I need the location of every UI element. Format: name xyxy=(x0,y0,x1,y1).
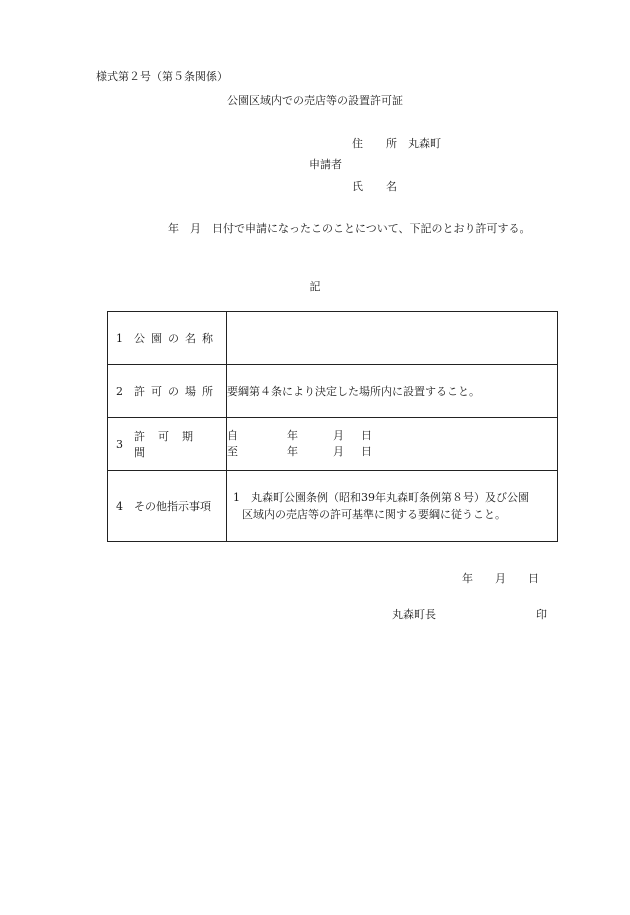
mayor-title: 丸森町長 xyxy=(392,608,436,621)
table-row-location xyxy=(108,365,558,418)
other-line-2: 区域内の売店等の許可基準に関する要綱に従うこと。 xyxy=(242,508,506,521)
park-name-value xyxy=(227,312,558,365)
from-label: 自 xyxy=(227,429,238,442)
to-label: 至 xyxy=(227,445,238,458)
row-label-text: 公園の名称 xyxy=(134,332,219,345)
other-line-1: 1 丸森町公園条例（昭和39年丸森町条例第８号）及び公園 xyxy=(233,491,529,504)
seal-mark: 印 xyxy=(536,608,547,621)
row-number: 4 xyxy=(116,499,123,513)
address-value: 丸森町 xyxy=(408,137,441,150)
name-label: 氏 名 xyxy=(352,180,403,193)
location-value: 要綱第４条により決定した場所内に設置すること。 xyxy=(227,365,558,418)
permit-table xyxy=(107,311,558,542)
address-label: 住 所 xyxy=(352,137,403,150)
other-instructions-value xyxy=(227,471,558,542)
issue-date: 年 月 日 xyxy=(462,572,539,585)
period-to xyxy=(227,444,557,460)
row-label-park-name xyxy=(108,312,227,365)
row-label-period xyxy=(108,418,227,471)
ki-heading: 記 xyxy=(309,280,321,293)
form-number: 様式第２号（第５条関係） xyxy=(96,70,228,83)
table-row-other xyxy=(108,471,558,542)
applicant-label: 申請者 xyxy=(309,158,342,171)
to-day: 日 xyxy=(361,445,372,458)
body-text: 年 月 日付で申請になったこのことについて、下記のとおり許可する。 xyxy=(168,222,531,235)
document-title: 公園区域内での売店等の設置許可証 xyxy=(227,94,403,107)
row-label-location xyxy=(108,365,227,418)
from-day: 日 xyxy=(361,429,372,442)
table-row-period xyxy=(108,418,558,471)
from-year: 年 xyxy=(287,429,298,442)
row-label-other xyxy=(108,471,227,542)
row-number: 2 xyxy=(116,384,123,398)
row-label-text: 許可期間 xyxy=(134,430,206,459)
period-from xyxy=(227,428,557,444)
to-year: 年 xyxy=(287,445,298,458)
from-month: 月 xyxy=(333,429,344,442)
row-number: 1 xyxy=(116,331,123,345)
row-label-text: 許可の場所 xyxy=(134,385,219,398)
period-value xyxy=(227,418,558,471)
table-row-park-name xyxy=(108,312,558,365)
row-label-text: その他指示事項 xyxy=(134,500,211,513)
row-number: 3 xyxy=(116,437,123,451)
to-month: 月 xyxy=(333,445,344,458)
